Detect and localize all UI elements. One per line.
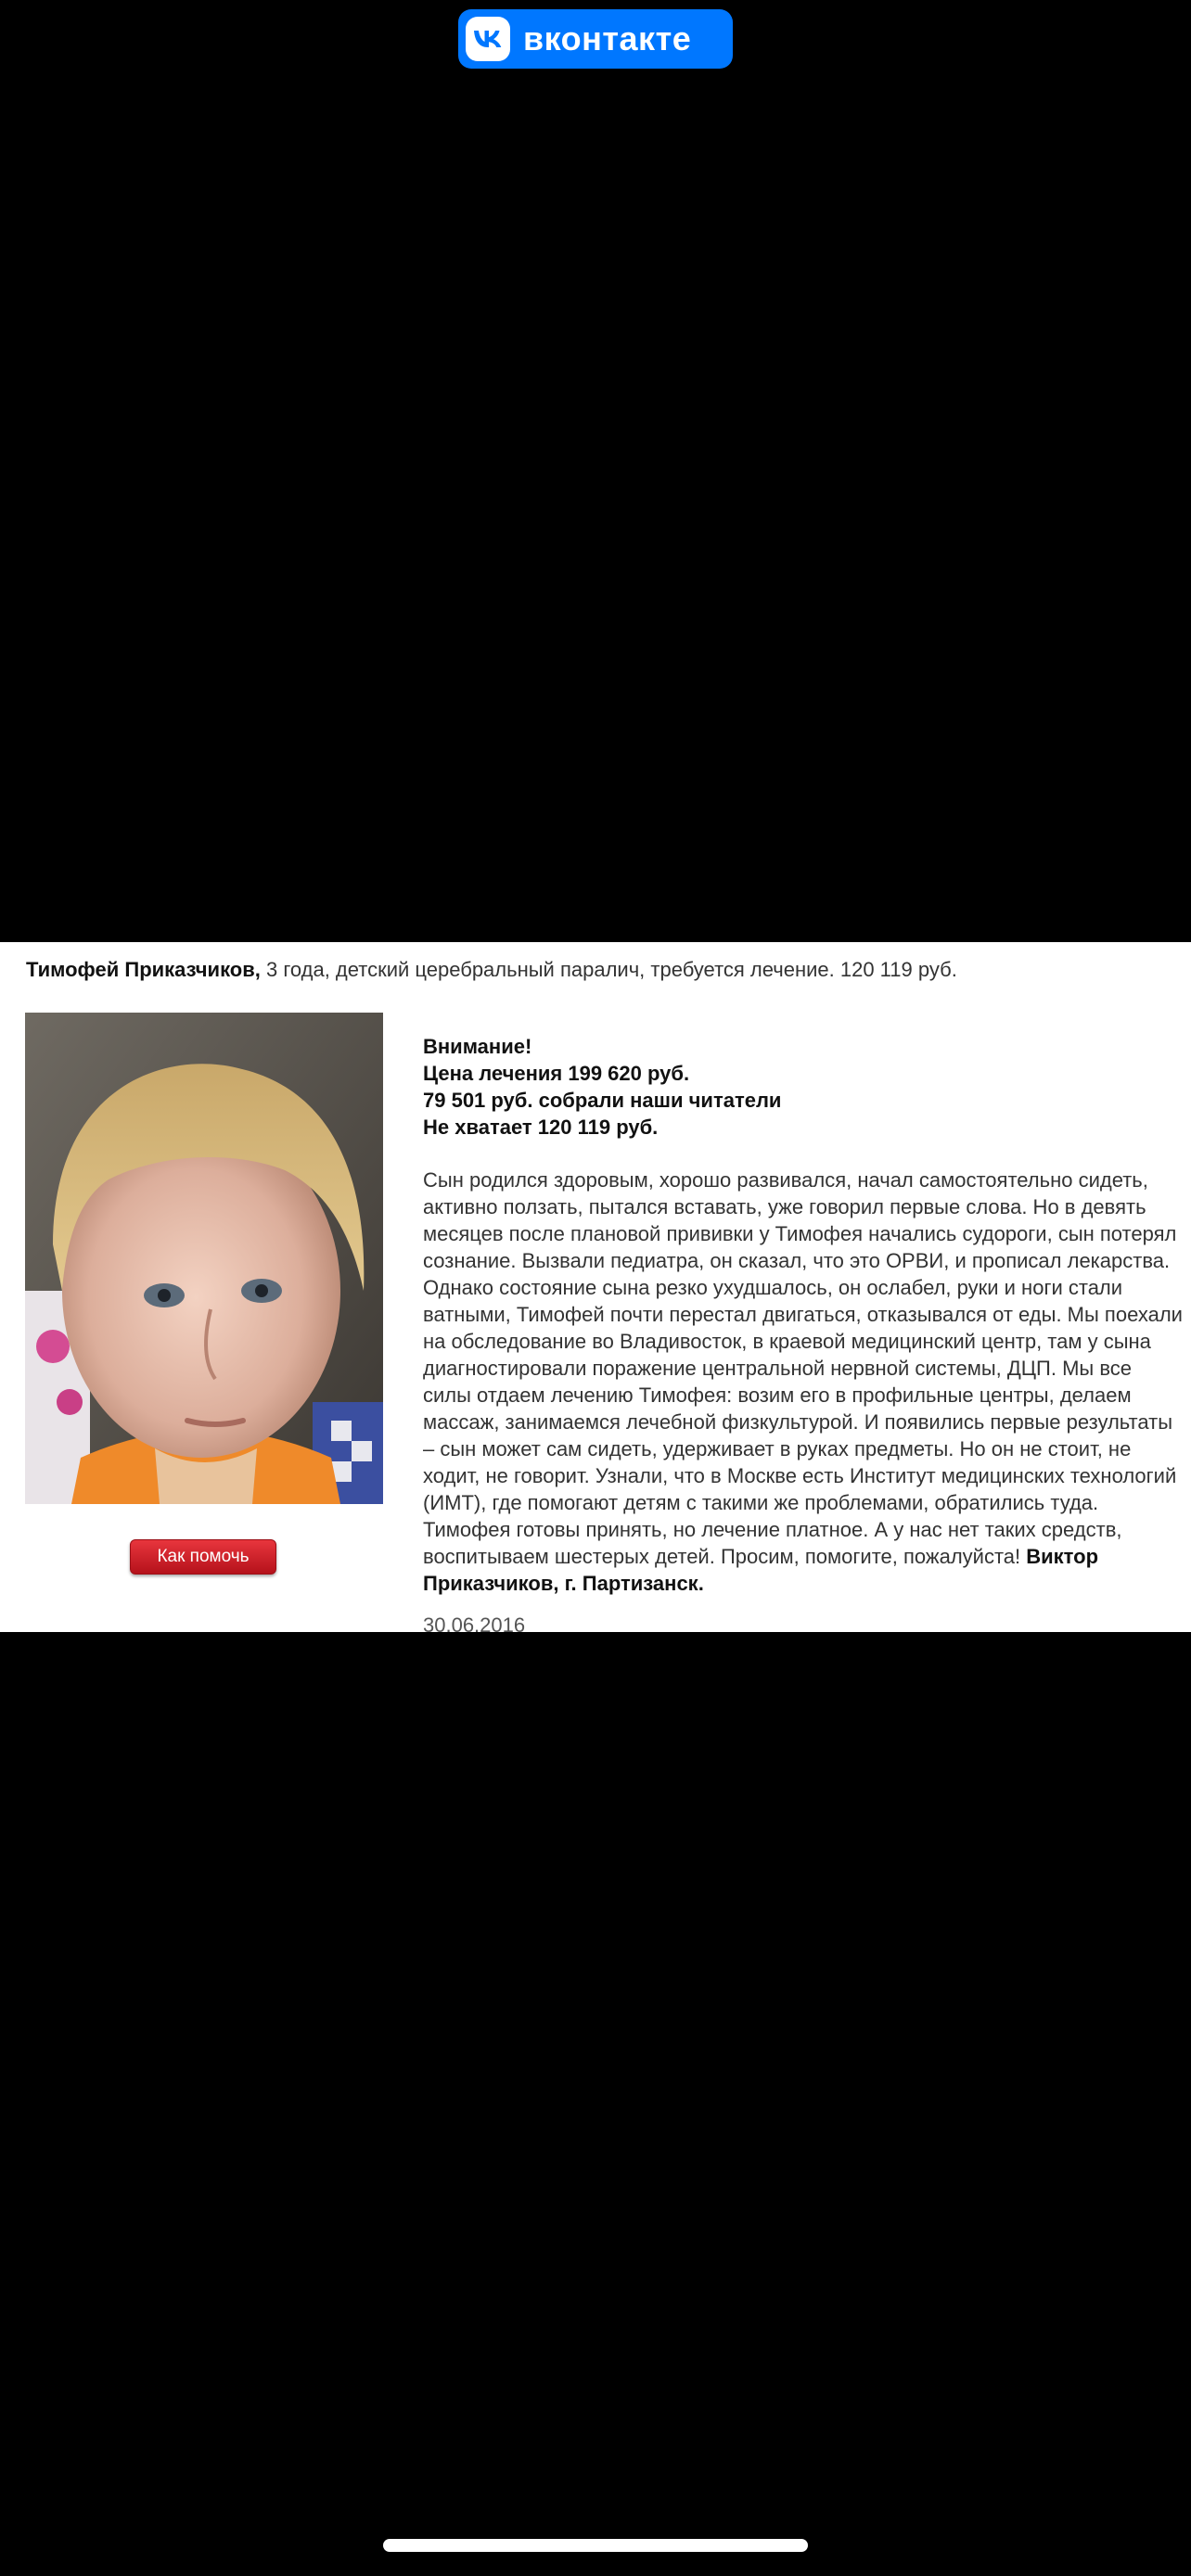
- article-body: [423, 1033, 1184, 1632]
- headline-description: 3 года, детский церебральный паралич, требуется лечение. 120 119 руб.: [260, 958, 957, 981]
- vk-header-badge[interactable]: [458, 9, 733, 69]
- child-portrait-photo: [25, 1013, 383, 1504]
- article-headline: [26, 957, 1167, 984]
- story-paragraph: Сын родился здоровым, хорошо развивался, начал самостоятельно сидеть, активно ползать, пытался вставать, уже говорил первые слова. Но в девять месяцев после плановой прививки у Тимофея начались судороги, сын потерял сознание. Вызвали педиатра, он сказал, что это ОРВИ, и прописал лекарства. Однако состояние сына резко ухудшалось, он ослабел, руки и ноги стали ватными, Тимофей почти перестал двигаться, отказывался от еды. Мы поехали на обследование во Владивосток, в краевой медицинский центр, там у сына диагностировали поражение центральной нервной системы, ДЦП. Мы все силы отдаем лечению Тимофея: возим его в профильные центры, делаем массаж, занимаемся лечебной физкультурой. И появились первые результаты – сын может сам сидеть, удерживает в руках предметы. Но он не стоит, не ходит, не говорит. Узнали, что в Москве есть Институт медицинских технологий (ИМТ), где помогают детям с такими же проблемами, обратились туда. Тимофея готовы принять, но лечение платное. А у нас нет таких средств, воспитываем шестерых детей. Просим, помогите, пожалуйста!: [423, 1168, 1183, 1568]
- attention-label: Внимание!: [423, 1035, 532, 1058]
- vk-logo-icon: [466, 17, 510, 61]
- missing-amount: Не хватает 120 119 руб.: [423, 1116, 659, 1139]
- child-name: Тимофей Приказчиков,: [26, 958, 261, 981]
- how-to-help-button[interactable]: Как помочь: [130, 1539, 276, 1575]
- article-date: 30.06.2016: [423, 1613, 526, 1632]
- story-signature: Виктор Приказчиков, г. Партизанск.: [423, 1545, 1099, 1595]
- vk-brand-name: вконтакте: [523, 19, 692, 57]
- story-text: [423, 1167, 1184, 1597]
- collected-amount: 79 501 руб. собрали наши читатели: [423, 1089, 782, 1112]
- home-indicator[interactable]: [383, 2539, 808, 2552]
- article-screenshot: [0, 942, 1191, 1632]
- treatment-price: Цена лечения 199 620 руб.: [423, 1062, 690, 1085]
